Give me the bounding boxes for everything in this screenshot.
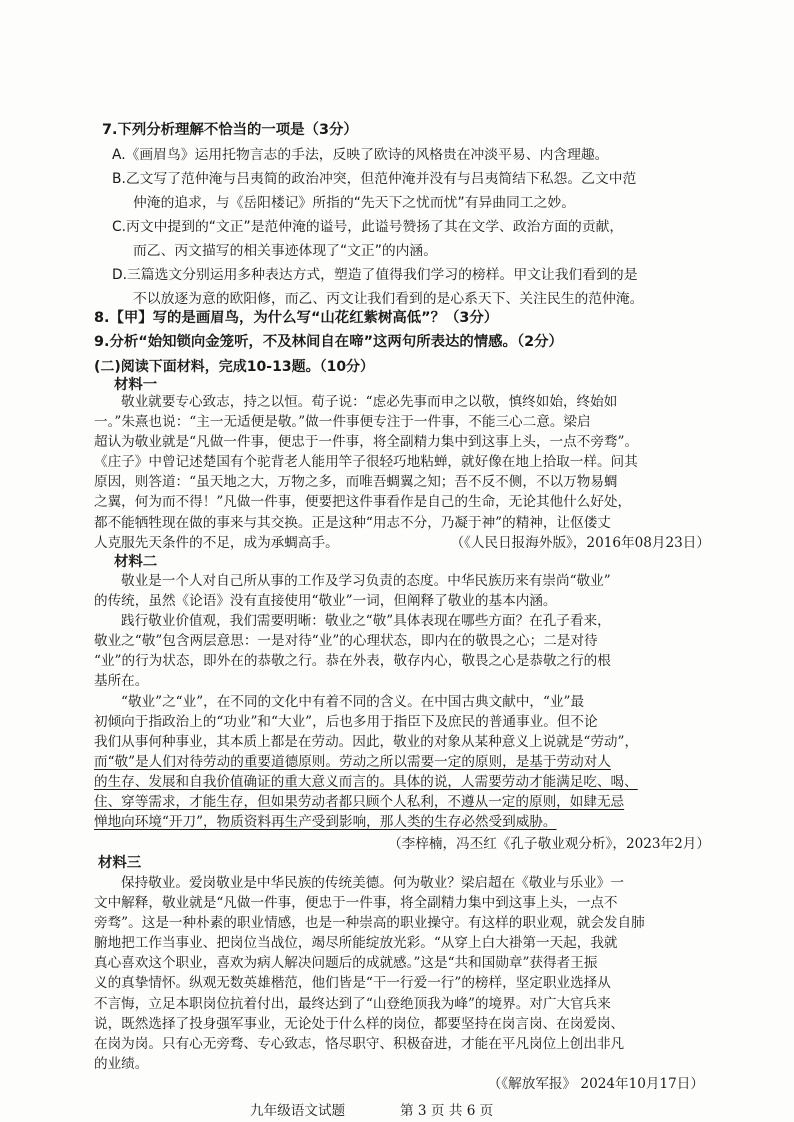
question-8: 8.【甲】写的是画眉鸟，为什么写“山花红紫树高低”？（3分）	[94, 310, 499, 326]
section-2-heading: (二)阅读下面材料，完成10-13题。（10分）	[94, 359, 375, 375]
material-3-title: 材料三	[98, 855, 142, 871]
material-3-body	[94, 873, 714, 1074]
material-2-line: 我们从事何种事业，其本质上都是在劳动。因此，敬业的对象从某种意义上说就是“劳动”，	[94, 733, 639, 750]
material-2-line: “敬业”之“业”，在不同的文化中有着不同的含义。在中国古典文献中，“业”最	[121, 693, 585, 710]
material-2-underlined-line: 而“敬”是人们对待劳动的重要道德原则。劳动之所以需要一定的原则，是基于劳动对人	[94, 753, 611, 770]
option-d-line-1: D.三篇选文分别运用多种表达方式，塑造了值得我们学习的榜样。甲文让我们看到的是	[112, 267, 638, 283]
option-a: A.《画眉鸟》运用托物言志的手法，反映了欧诗的风格贵在冲淡平易、内含理趣。	[112, 147, 609, 163]
material-3-line: 义的真挚情怀。纵观无数英雄楷范，他们皆是“干一行爱一行”的榜样，坚定职业选择从	[94, 975, 611, 992]
material-1-line: 敬业就要专心致志，持之以恒。荀子说：“虑必先事而申之以敬，慎终如始，终始如	[121, 394, 618, 410]
material-1-line: 人克服先天条件的不足，成为承蜩高手。	[94, 534, 339, 551]
material-2-underlined-line: 住、穿等需求，才能生存，但如果劳动者都只顾个人私利，不遵从一定的原则，如肆无忌	[94, 794, 625, 811]
material-2-line: 践行敬业价值观，我们需要明晰：敬业之“敬”具体表现在哪些方面？在孔子看来，	[121, 613, 611, 630]
material-1-source: （《人民日报海外版》，2016年08月23日）	[450, 535, 710, 551]
material-1-title: 材料一	[114, 377, 158, 393]
material-3-line: 保持敬业。爱岗敬业是中华民族的传统美德。何为敬业？梁启超在《敬业与乐业》一	[121, 875, 624, 891]
material-3-line: 旁骛”。这是一种朴素的职业情感，也是一种崇高的职业操守。有这样的职业观，就会发自肺	[94, 915, 645, 932]
question-7-stem: 7.下列分析理解不恰当的一项是（3分）	[102, 122, 358, 138]
material-3-line: 腑地把工作当事业、把岗位当战位，竭尽所能绽放光彩。“从穿上白大褂第一天起，我就	[94, 935, 618, 952]
option-c-line-1: C.丙文中提到的“文正”是范仲淹的谥号，此谥号赞扬了其在文学、政治方面的贡献，	[112, 219, 624, 235]
question-9: 9.分析“始知锁向金笼听，不及林间自在啼”这两句所表达的情感。（2分）	[94, 334, 563, 350]
material-2-line: 敬业是一个人对自己所从事的工作及学习负责的态度。中华民族历来有崇尚“敬业”	[121, 573, 611, 589]
material-3-line: 不言悔，立足本职岗位抗着付出，最终达到了“山登绝顶我为峰”的境界。对广大官兵来	[94, 995, 611, 1012]
material-3-line: 的业绩。	[94, 1055, 149, 1072]
material-2-source: （李梓楠，冯丕红《孔子敬业观分析》，2023年2月）	[388, 836, 710, 852]
material-2-line: “业”的行为状态，即外在的恭敬之行。恭在外表，敬存内心，敬畏之心是恭敬之行的根	[94, 653, 611, 670]
material-1-line: 超认为敬业就是“凡做一件事，便忠于一件事，将全副精力集中到这事上头，一点不旁骛”。	[94, 434, 639, 451]
material-2-line: 基所在。	[94, 673, 149, 690]
material-3-line: 说，既然选择了投身强军事业，无论处于什么样的岗位，都要坚持在岗言岗、在岗爱岗、	[94, 1015, 625, 1032]
material-1-line: 一。”朱熹也说：“主一无适便是敬。”做一件事便专注于一件事，不能三心二意。梁启	[94, 414, 591, 431]
material-3-source: （《解放军报》 2024年10月17日）	[487, 1076, 704, 1092]
material-3-line: 真心喜欢这个职业，喜欢为病人解决问题后的成就感。”这是“共和国勋章”获得者王振	[94, 955, 598, 972]
option-b-line-1: B.乙文写了范仲淹与吕夷简的政治冲突，但范仲淹并没有与吕夷简结下私怨。乙文中范	[112, 171, 637, 187]
material-1-body	[94, 392, 714, 553]
material-2-underlined-line: 的生存、发展和自我价值确证的重大意义而言的。具体的说，人需要劳动才能满足吃、喝、	[94, 773, 638, 790]
material-3-line: 在岗为岗。只有心无旁骛、专心致志，恪尽职守、积极奋进，才能在平凡岗位上创出非凡	[94, 1035, 625, 1052]
option-c-line-2: 而乙、丙文描写的相关事迹体现了“文正”的内涵。	[133, 243, 438, 259]
material-2-line: 的传统，虽然《论语》没有直接使用“敬业”一词，但阐释了敬业的基本内涵。	[94, 593, 557, 610]
option-d-line-2: 不以放逐为意的欧阳修，而乙、丙文让我们看到的是心系天下、关注民生的范仲淹。	[133, 291, 644, 307]
material-1-line: 原因，则答道：“虽天地之大，万物之多，而唯吾蜩翼之知；吾不反不侧，不以万物易蜩	[94, 474, 618, 491]
material-2-line: 初倾向于指政治上的“功业”和“大业”，后也多用于指臣下及庶民的普通事业。但不论	[94, 713, 598, 730]
material-2-title: 材料二	[114, 554, 158, 570]
material-2-line: 敬业之“敬”包含两层意思：一是对待“业”的心理状态，即内在的敬畏之心；二是对待	[94, 633, 598, 650]
material-3-line: 文中解释，敬业就是“凡做一件事，便忠于一件事，将全副精力集中到这事上头，一点不	[94, 895, 618, 912]
material-2-underlined-line: 惮地向环境“开刀”，物质资料再生产受到影响，那人类的生存必然受到威胁。	[94, 814, 557, 831]
material-2-body	[94, 571, 714, 832]
page-number: 第 3 页 共 6 页	[400, 1103, 494, 1119]
material-1-line: 《庄子》中曾记述楚国有个驼背老人能用竿子很轻巧地粘蝉，就好像在地上拾取一样。问其	[94, 454, 638, 471]
option-b-line-2: 仲淹的追求，与《岳阳楼记》所指的“先天下之忧而忧”有异曲同工之妙。	[133, 195, 575, 211]
question-7-options	[112, 143, 794, 311]
footer-title: 九年级语文试题	[250, 1103, 346, 1119]
material-1-line: 都不能牺牲现在做的事来与其交换。正是这种“用志不分，乃凝于神”的精神，让伛偻丈	[94, 514, 611, 531]
material-1-line: 之翼，何为而不得！”凡做一件事，便要把这件事看作是自己的生命，无论其他什么好处，	[94, 494, 632, 511]
